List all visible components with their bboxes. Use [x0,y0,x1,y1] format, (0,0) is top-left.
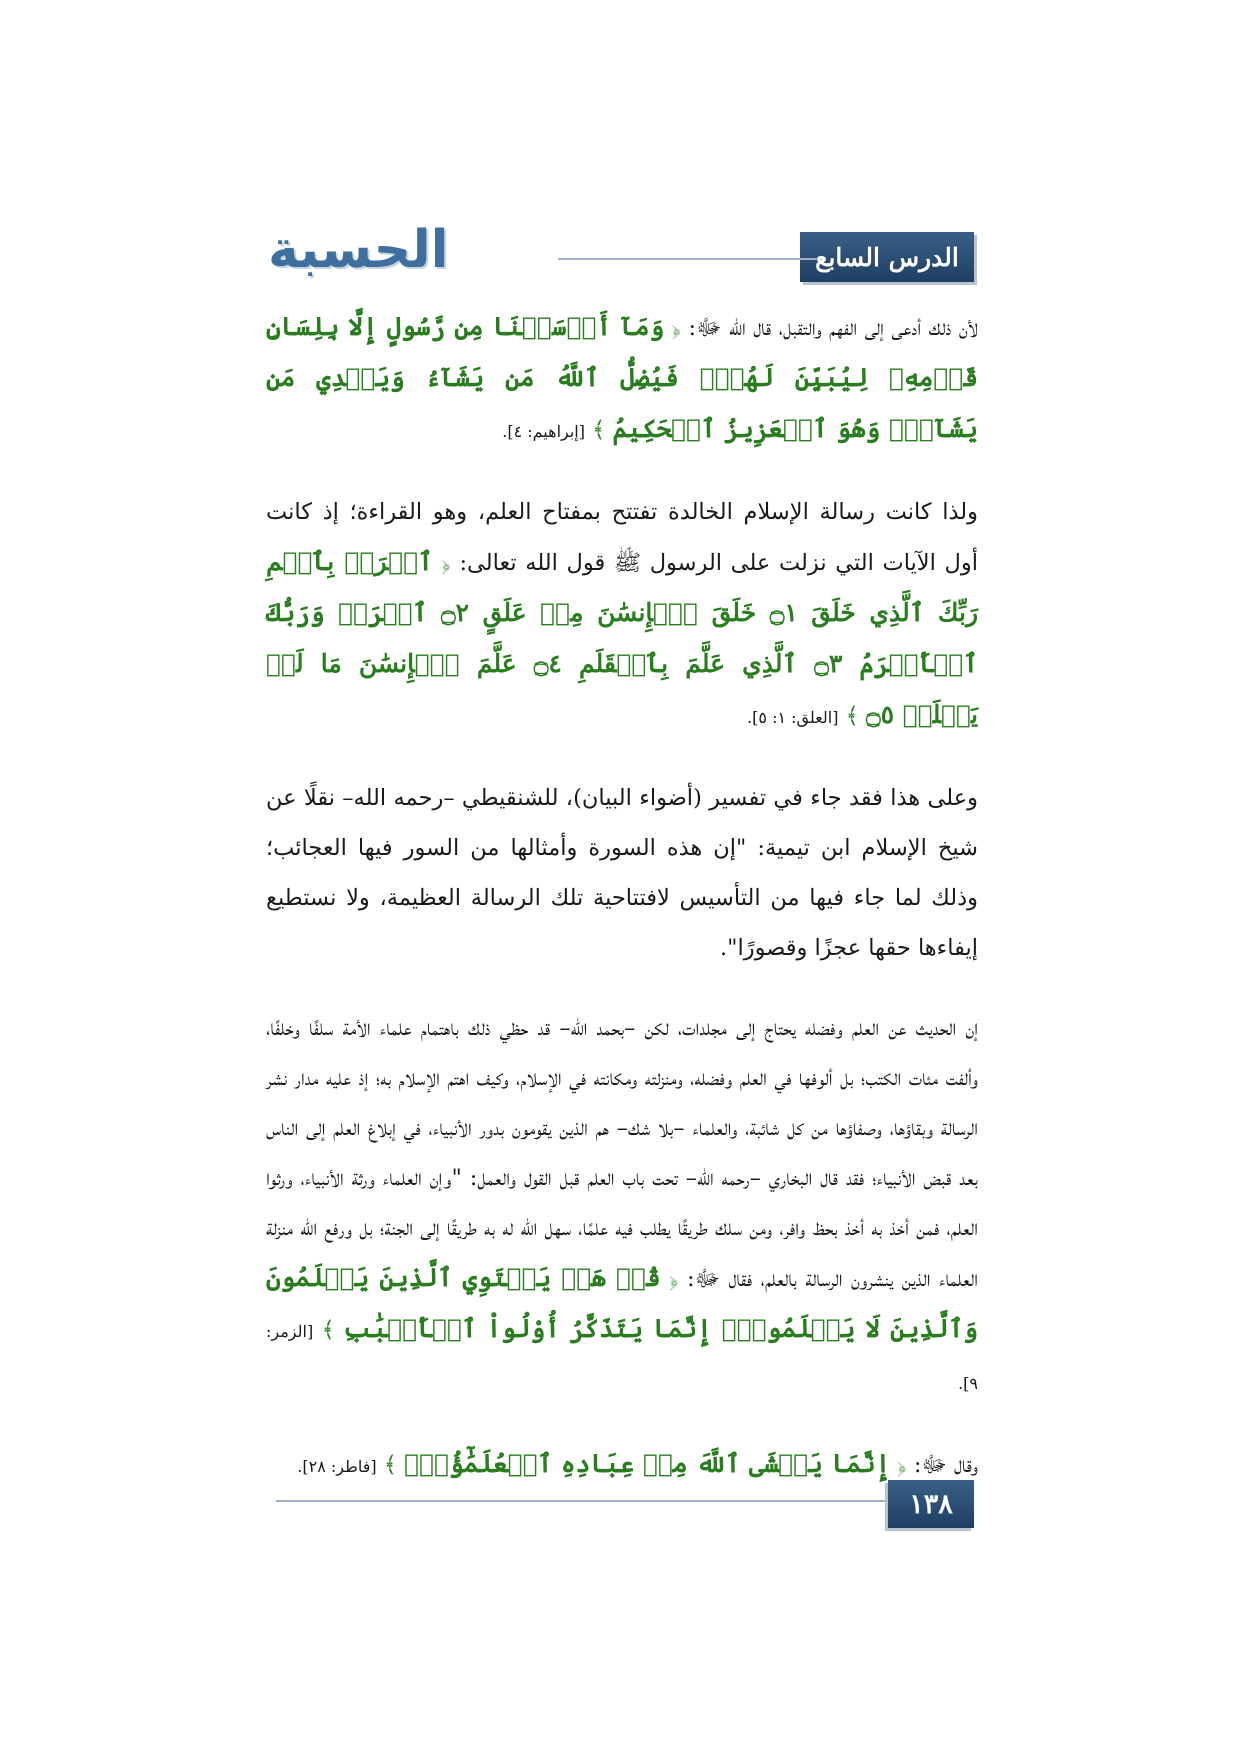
lesson-label-badge: الدرس السابع [800,232,974,282]
verse-open-bracket: ﴿ [671,315,681,341]
paragraph-text: وعلى هذا فقد جاء في تفسير (أضواء البيان)، للشنقيطي –رحمه الله– نقلًا عن شيخ الإسلام ابن تيمية: "إن هذه السورة وأمثالها من السور فيها العجائب؛ وذلك لما جاء فيها من التأسيس لافتتاحية تلك الرسالة العظيمة، ولا نستطيع إيفاءها حقها عجزًا وقصورًا". [266,785,978,961]
quran-verse: قُلۡ هَلۡ يَسۡتَوِي ٱلَّذِينَ يَعۡلَمُونَ وَٱلَّذِينَ لَا يَعۡلَمُونَۗ إِنَّمَا يَتَذَكَّرُ أُوْلُواْ ٱلۡأَلۡبَٰبِ [266,1263,978,1343]
page-number-badge: ١٣٨ [888,1480,974,1528]
verse-close-bracket: ﴾ [321,1317,335,1343]
section-title: الحسبة [268,220,449,280]
paragraph-text: لأن ذلك أدعى إلى الفهم والتقبل، قال الله ﷻ: [681,315,978,341]
verse-open-bracket: ﴿ [897,1452,907,1478]
paragraph-4 [266,1003,978,1409]
paragraph-1 [266,302,978,457]
paragraph-text: إن الحديث عن العلم وفضله يحتاج إلى مجلدات، لكن –بحمد الله– قد حظي ذلك باهتمام علماء الأمة سلفًا وخلفًا، وألفت مئات الكتب؛ بل ألوفها في العلم وفضله، ومنزلته ومكانته في الإسلام، وكيف اهتم الإسلام به؛ إذ عليه مدار نشر الرسالة وبقاؤها، وصفاؤها من كل شائبة، والعلماء –بلا شك– هم الذين يقومون بدور الأنبياء، في إبلاغ العلم إلى الناس بعد قبض الأنبياء؛ فقد قال البخاري –رحمه الله– تحت باب العلم قبل القول والعمل: "وإن العلماء ورثة الأنبياء، ورثوا العلم، فمن أخذ به أخذ بحظ وافر، ومن سلك طريقًا يطلب فيه علمًا، سهل الله له به طريقًا إلى الجنة؛ بل ورفع الله منزلة العلماء الذين ينشرون الرسالة بالعلم، فقال ﷻ: [266,1015,978,1292]
quran-verse: ٱقۡرَأۡ بِٱسۡمِ رَبِّكَ ٱلَّذِي خَلَقَ ۝١ خَلَقَ ٱلۡإِنسَٰنَ مِنۡ عَلَقٍ ۝٢ ٱقۡرَأۡ وَرَبُّكَ ٱلۡأَكۡرَمُ ۝٣ ٱلَّذِي عَلَّمَ بِٱلۡقَلَمِ ۝٤ عَلَّمَ ٱلۡإِنسَٰنَ مَا لَمۡ يَعۡلَمۡ ۝٥ [266,547,979,729]
paragraph-3 [266,773,978,973]
paragraph-5 [266,1439,978,1492]
verse-open-bracket: ﴿ [441,550,451,576]
verse-close-bracket: ﴾ [592,417,606,443]
header-divider [558,258,818,260]
page-body [266,302,978,1514]
verse-open-bracket: ﴿ [669,1266,679,1292]
verse-reference: [الزمر: ٩]. [266,1322,978,1393]
verse-close-bracket: ﴾ [845,703,859,729]
paragraph-text: وقال ﷻ: [906,1452,978,1478]
footer-divider [276,1500,888,1502]
verse-reference: [العلق: ١: ٥]. [747,708,839,727]
quran-verse: وَمَآ أَرۡسَلۡنَا مِن رَّسُولٍ إِلَّا بِلِسَانِ قَوۡمِهِۦ لِيُبَيِّنَ لَهُمۡۖ فَيُضِلُّ ٱللَّهُ مَن يَشَآءُ وَيَهۡدِي مَن يَشَآءُۚ وَهُوَ ٱلۡعَزِيزُ ٱلۡحَكِيمُ [266,312,978,443]
quran-verse: إِنَّمَا يَخۡشَى ٱللَّهَ مِنۡ عِبَادِهِ ٱلۡعُلَمَٰٓؤُاْۗ [404,1449,891,1478]
verse-reference: [إبراهيم: ٤]. [502,422,585,441]
verse-close-bracket: ﴾ [383,1452,397,1478]
paragraph-2 [266,487,978,743]
verse-reference: [فاطر: ٢٨]. [297,1457,377,1476]
page-header [268,220,974,284]
paragraph-text: ولذا كانت رسالة الإسلام الخالدة تفتتح بمفتاح العلم، وهو القراءة؛ إذ كانت أول الآيات التي نزلت على الرسول ﷺ قول الله تعالى: [266,499,978,576]
